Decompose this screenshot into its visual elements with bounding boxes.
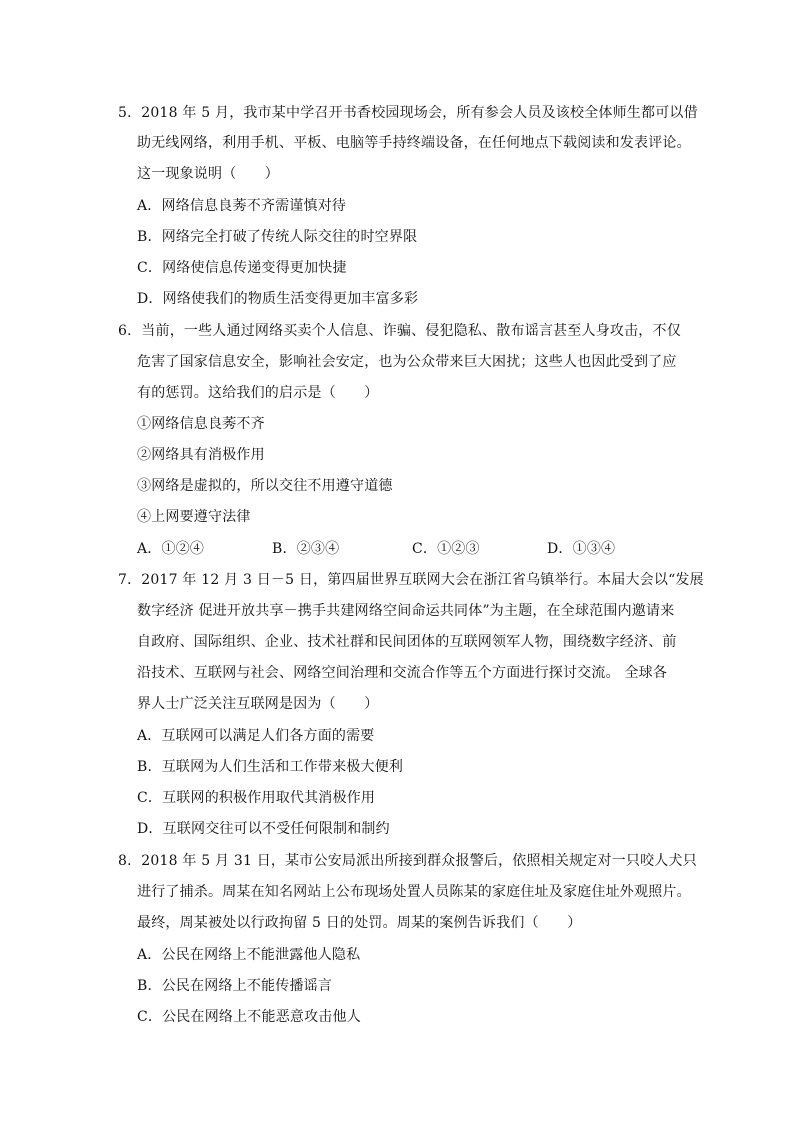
q5-stem-line-2: 助无线网络，利用手机、平板、电脑等手持终端设备，在任何地点下载阅读和发表评论。 [137, 135, 691, 151]
q5-option-b: B．网络完全打破了传统人际交往的时空界限 [137, 229, 418, 245]
q5-stem-line-1: 5．2018 年 5 月，我市某中学召开书香校园现场会，所有参会人员及该校全体师生都可以借 [118, 105, 698, 121]
q7-option-a: A．互联网可以满足人们各方面的需要 [137, 728, 375, 744]
q6-statement-2: ②网络具有消极作用 [137, 447, 265, 463]
q5-option-a: A．网络信息良莠不齐需谨慎对待 [137, 198, 347, 214]
q6-option-d: D．①③④ [547, 541, 616, 557]
q8-option-b: B．公民在网络上不能传播谣言 [137, 978, 333, 994]
q7-stem-line-1: 7．2017 年 12 月 3 日－5 日，第四届世界互联网大会在浙江省乌镇举行。本届大会以“发展 [118, 572, 704, 588]
q7-stem-line-5: 界人士广泛关注互联网是因为（ ） [137, 696, 379, 712]
q8-stem-line-1: 8．2018 年 5 月 31 日，某市公安局派出所接到群众报警后，依照相关规定对一只咬人犬只 [118, 853, 697, 869]
q7-option-c: C．互联网的积极作用取代其消极作用 [137, 790, 376, 806]
q5-option-d: D．网络使我们的物质生活变得更加丰富多彩 [137, 291, 419, 307]
q6-stem-line-2: 危害了国家信息安全，影响社会安定，也为公众带来巨大困扰；这些人也因此受到了应 [137, 354, 677, 370]
q8-option-c: C．公民在网络上不能恶意攻击他人 [137, 1009, 361, 1025]
q6-option-a: A．①②④ [137, 541, 205, 557]
q6-stem-line-1: 6．当前，一些人通过网络买卖个人信息、诈骗、侵犯隐私、散布谣言甚至人身攻击，不仅 [118, 323, 681, 339]
q7-option-b: B．互联网为人们生活和工作带来极大便利 [137, 759, 404, 775]
q8-stem-line-2: 进行了捕杀。周某在知名网站上公布现场处置人员陈某的家庭住址及家庭住址外观照片。 [137, 884, 691, 900]
q6-statement-3: ③网络是虚拟的，所以交往不用遵守道德 [137, 478, 393, 494]
q5-stem-line-3: 这一现象说明（ ） [137, 166, 279, 182]
q7-option-d: D．互联网交往可以不受任何限制和制约 [137, 821, 390, 837]
q7-stem-line-4: 沿技术、互联网与社会、网络空间治理和交流合作等五个方面进行探讨交流。 全球各 [137, 665, 668, 681]
q6-option-c: C．①②③ [412, 541, 480, 557]
q6-statement-4: ④上网要遵守法律 [137, 509, 251, 525]
q6-stem-line-3: 有的惩罚。这给我们的启示是（ ） [137, 385, 379, 401]
q6-statement-1: ①网络信息良莠不齐 [137, 416, 265, 432]
q5-option-c: C．网络使信息传递变得更加快捷 [137, 260, 347, 276]
q8-stem-line-3: 最终，周某被处以行政拘留 5 日的处罚。周某的案例告诉我们（ ） [137, 915, 582, 931]
q7-stem-line-3: 自政府、国际组织、企业、技术社群和民间团体的互联网领军人物，围绕数字经济、前 [137, 634, 677, 650]
q8-option-a: A．公民在网络上不能泄露他人隐私 [137, 947, 361, 963]
q6-option-b: B．②③④ [272, 541, 340, 557]
q7-stem-line-2: 数字经济 促进开放共享－携手共建网络空间命运共同体”为主题，在全球范围内邀请来 [137, 603, 675, 619]
